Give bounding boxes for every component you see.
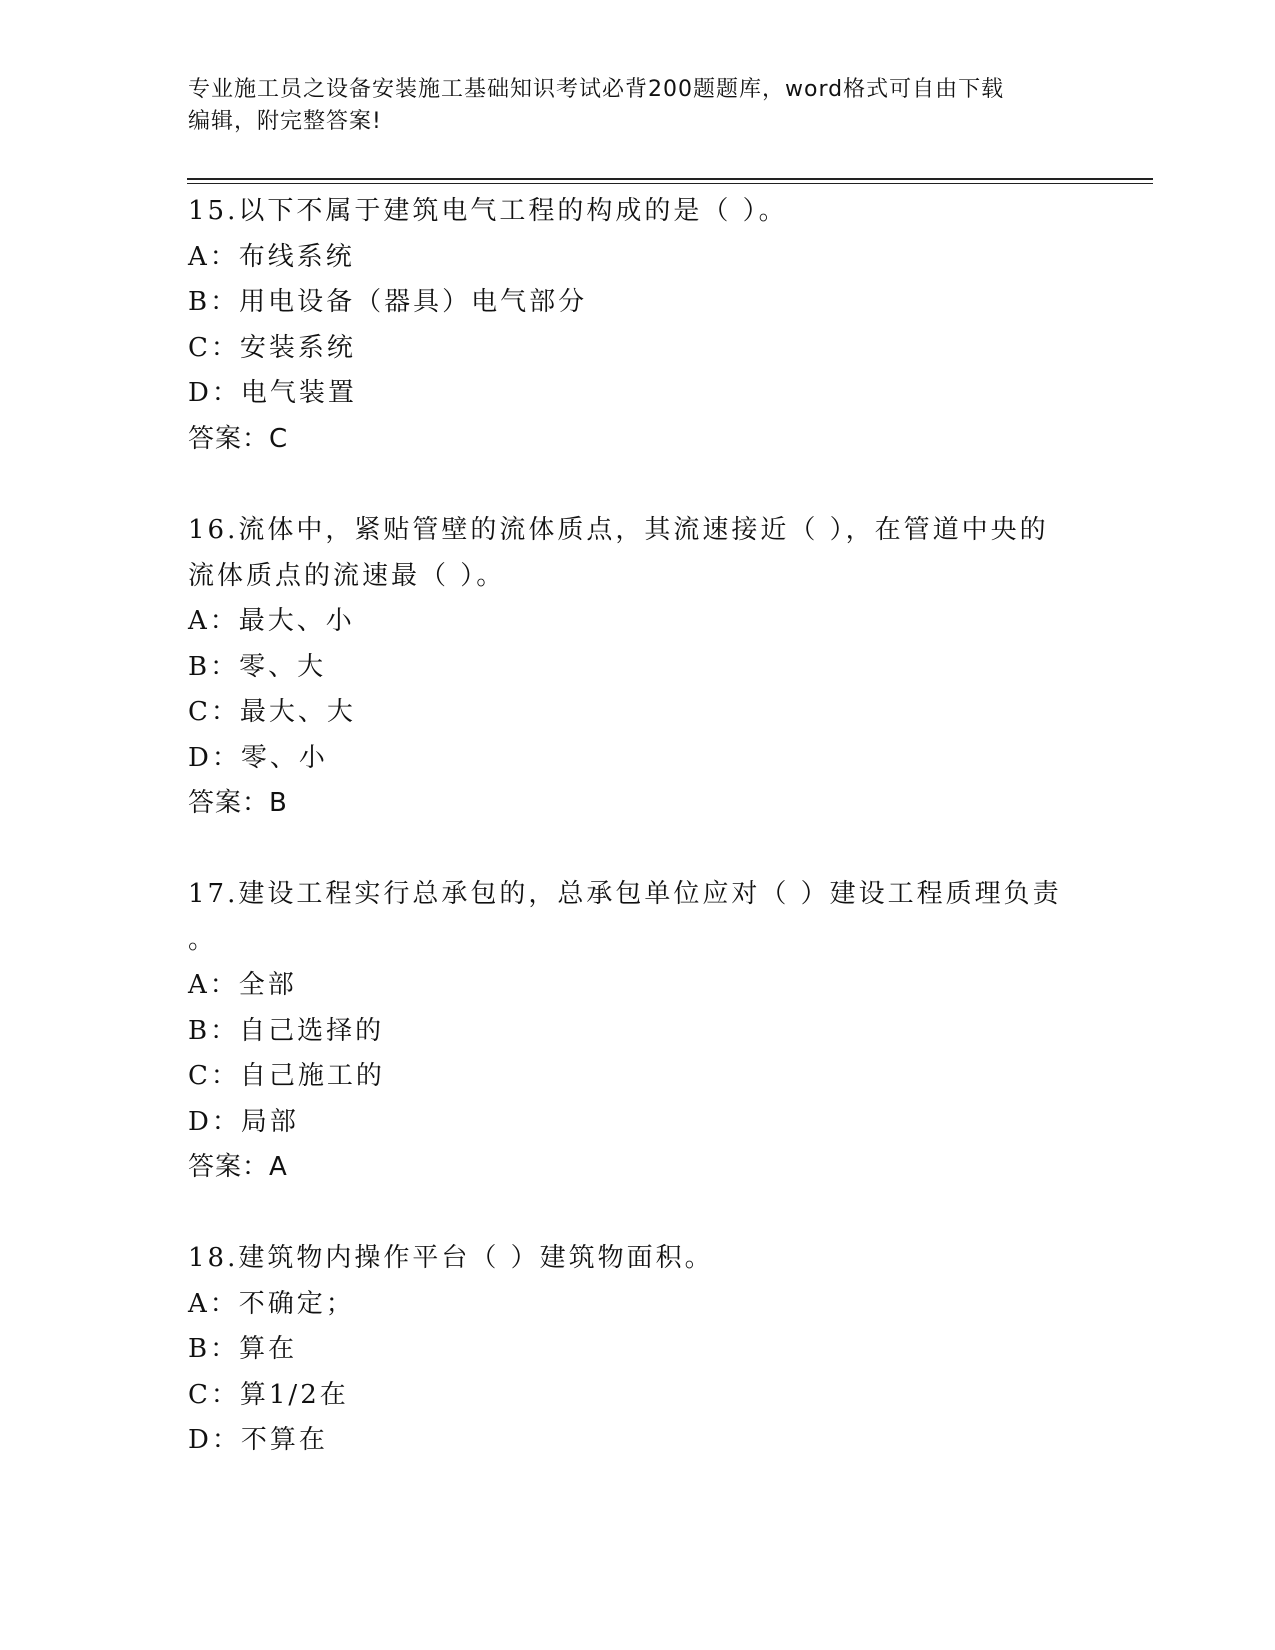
option-b: B：算在 xyxy=(188,1334,298,1364)
option-c: C：最大、大 xyxy=(188,697,356,727)
header-divider-thin xyxy=(187,183,1153,184)
header-line-2: 编辑，附完整答案! xyxy=(188,109,382,134)
question-stem-continued: 流体质点的流速最（ ）。 xyxy=(188,560,506,591)
answer: 答案：B xyxy=(188,788,288,818)
document-header xyxy=(188,74,1068,138)
option-a: A：全部 xyxy=(188,970,297,1000)
option-c: C：安装系统 xyxy=(188,332,356,363)
option-b: B：零、大 xyxy=(188,651,327,682)
option-d: D：电气装置 xyxy=(188,378,357,408)
question-17 xyxy=(188,872,1068,1191)
answer: 答案：A xyxy=(188,1152,288,1182)
option-a: A：最大、小 xyxy=(188,606,355,636)
option-a: A：布线系统 xyxy=(188,241,355,272)
question-stem-continued: 。 xyxy=(188,924,218,955)
question-stem: 18.建筑物内操作平台（ ）建筑物面积。 xyxy=(188,1243,714,1273)
header-line-1: 专业施工员之设备安装施工基础知识考试必背200题题库，word格式可自由下载 xyxy=(188,77,1005,102)
option-a: A：不确定； xyxy=(188,1288,355,1319)
question-15 xyxy=(188,189,1068,462)
question-stem: 15.以下不属于建筑电气工程的构成的是（ ）。 xyxy=(188,196,788,226)
header-divider-thick xyxy=(187,178,1153,180)
option-c: C：算1/2在 xyxy=(188,1379,349,1410)
answer: 答案：C xyxy=(188,423,289,454)
question-18 xyxy=(188,1236,1068,1464)
question-stem: 17.建设工程实行总承包的，总承包单位应对（ ）建设工程质理负责 xyxy=(188,879,1062,909)
question-16 xyxy=(188,508,1068,827)
option-d: D：局部 xyxy=(188,1106,299,1137)
option-d: D：零、小 xyxy=(188,742,328,773)
question-stem: 16.流体中，紧贴管壁的流体质点，其流速接近（ ），在管道中央的 xyxy=(188,515,1049,545)
option-b: B：用电设备（器具）电气部分 xyxy=(188,287,588,317)
option-d: D：不算在 xyxy=(188,1425,328,1455)
option-b: B：自己选择的 xyxy=(188,1015,385,1046)
option-c: C：自己施工的 xyxy=(188,1061,385,1091)
